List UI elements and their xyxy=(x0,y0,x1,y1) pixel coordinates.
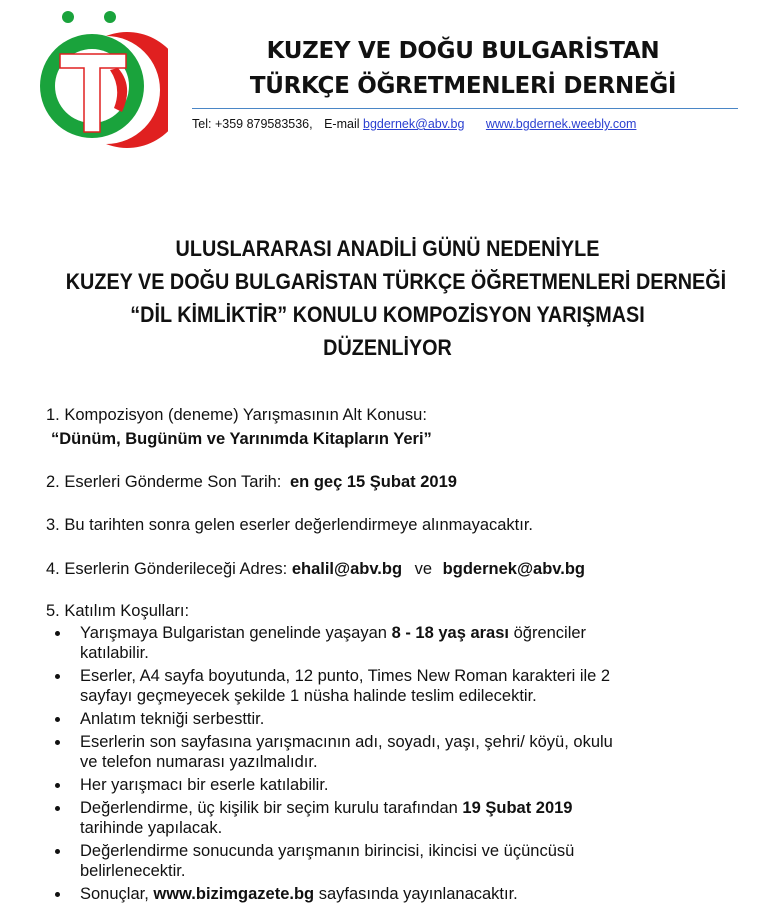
condition-item: Her yarışmacı bir eserle katılabilir. xyxy=(46,775,746,795)
bullet-icon xyxy=(55,674,60,679)
heading-line2: KUZEY VE DOĞU BULGARİSTAN TÜRKÇE ÖĞRETMENLERİ DERNEĞİ xyxy=(65,269,727,294)
contact-line xyxy=(192,117,636,131)
condition-item: Eserlerin son sayfasına yarışmacının adı, soyadı, yaşı, şehri/ köyü, okulu ve telefon numarası yazılmalıdır. xyxy=(46,732,746,772)
email-label: E-mail xyxy=(324,117,360,131)
bullet-icon xyxy=(55,892,60,897)
item-4-email2: bgdernek@abv.bg xyxy=(442,560,585,578)
heading-line4: DÜZENLİYOR xyxy=(323,335,452,360)
announcement-heading xyxy=(65,232,727,364)
item-2-text: 2. Eserleri Gönderme Son Tarih: xyxy=(46,473,282,491)
condition-item: Anlatım tekniği serbesttir. xyxy=(46,709,746,729)
item-1 xyxy=(46,405,427,425)
bullet-icon xyxy=(55,806,60,811)
item-1-text: 1. Kompozisyon (deneme) Yarışmasının Alt Konusu: xyxy=(46,406,427,424)
tel-label: Tel: xyxy=(192,117,212,131)
bullet-icon xyxy=(55,783,60,788)
condition-item: Yarışmaya Bulgaristan genelinde yaşayan 8 - 18 yaş arası öğrenciler katılabilir. xyxy=(46,623,746,663)
item-4-and: ve xyxy=(414,560,433,578)
association-logo xyxy=(22,8,168,148)
condition-item: Değerlendirme, üç kişilik bir seçim kurulu tarafından 19 Şubat 2019 tarihinde yapılacak. xyxy=(46,798,746,838)
conditions-list xyxy=(46,623,746,907)
tel-number: +359 879583536, xyxy=(214,117,313,131)
item-4-text: 4. Eserlerin Gönderileceği Adres: xyxy=(46,560,288,578)
item-4-email1: ehalil@abv.bg xyxy=(291,560,403,578)
item-3: 3. Bu tarihten sonra gelen eserler değerlendirmeye alınmayacaktır. xyxy=(46,516,534,534)
email-link[interactable]: bgdernek@abv.bg xyxy=(363,117,465,131)
item-2 xyxy=(46,472,457,492)
condition-item: Sonuçlar, www.bizimgazete.bg sayfasında yayınlanacaktır. xyxy=(46,884,746,904)
heading-line3: “DİL KİMLİKTİR” KONULU KOMPOZİSYON YARIŞMASI xyxy=(130,302,645,327)
item-1-topic: “Dünüm, Bugünüm ve Yarınımda Kitapların Yeri” xyxy=(51,430,432,448)
bullet-icon xyxy=(55,717,60,722)
header-divider xyxy=(192,108,738,109)
heading-line1: ULUSLARARASI ANADİLİ GÜNÜ NEDENİYLE xyxy=(175,236,600,261)
condition-item: Eserler, A4 sayfa boyutunda, 12 punto, Times New Roman karakteri ile 2 sayfayı geçmeyecek şekilde 1 nüsha halinde teslim edilecektir. xyxy=(46,666,746,706)
organization-title-line1: KUZEY VE DOĞU BULGARİSTAN xyxy=(266,38,660,64)
organization-title xyxy=(178,34,748,104)
bullet-icon xyxy=(55,740,60,745)
bullet-icon xyxy=(55,849,60,854)
organization-title-line2: TÜRKÇE ÖĞRETMENLERİ DERNEĞİ xyxy=(249,73,677,99)
item-5: 5. Katılım Koşulları: xyxy=(46,602,190,620)
item-4 xyxy=(46,559,585,579)
website-link[interactable]: www.bgdernek.weebly.com xyxy=(485,117,637,131)
bullet-icon xyxy=(55,631,60,636)
item-2-deadline: en geç 15 Şubat 2019 xyxy=(290,473,457,491)
condition-item: Değerlendirme sonucunda yarışmanın birincisi, ikincisi ve üçüncüsü belirlenecektir. xyxy=(46,841,746,881)
